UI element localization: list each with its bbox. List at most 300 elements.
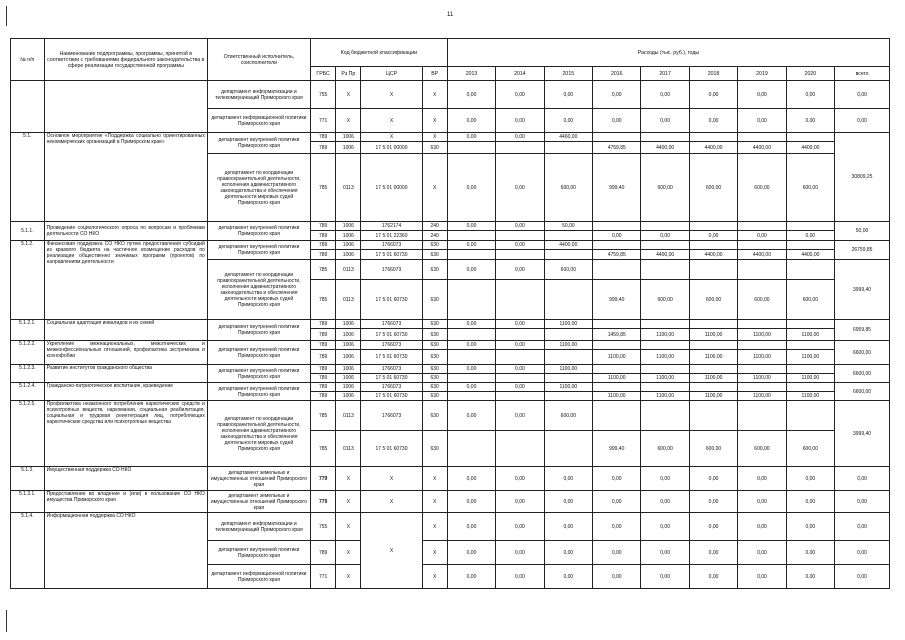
cell	[689, 133, 737, 142]
cell: 0,00	[447, 81, 495, 109]
cell: 0,00	[738, 81, 786, 109]
cell	[544, 329, 592, 341]
executor-cell: департамент внутренней политики Приморского края	[207, 222, 310, 241]
cell: 630	[422, 365, 447, 374]
cell: X	[422, 565, 447, 589]
cell: 630	[422, 329, 447, 341]
cell	[447, 392, 495, 401]
cell: 1100,00	[738, 350, 786, 365]
cell: 1100,00	[786, 392, 834, 401]
cell: 0,00	[544, 81, 592, 109]
cell: 17 5 01 60730	[361, 431, 422, 467]
cell: 789	[310, 222, 335, 231]
cell: 0,00	[593, 109, 641, 133]
cell: 630	[422, 280, 447, 320]
cell: 600,00	[544, 260, 592, 280]
cell: X	[336, 491, 361, 513]
cell: 0,00	[835, 491, 890, 513]
executor-cell: департамент внутренней политики Приморского края	[207, 320, 310, 341]
cell: 789	[310, 250, 335, 260]
cell: 1006	[336, 383, 361, 392]
cell	[786, 320, 834, 329]
cell: 789	[310, 392, 335, 401]
cell: 0,00	[447, 109, 495, 133]
cell: X	[422, 109, 447, 133]
cell: 1100,00	[786, 374, 834, 383]
cell: 1100,00	[641, 392, 689, 401]
row-name: Социальная адаптация инвалидов и их семей	[44, 320, 207, 341]
executor-cell: департамент земельных и имущественных отношений Приморского края	[207, 491, 310, 513]
cell: 0,00	[447, 467, 495, 491]
cell	[786, 241, 834, 250]
cell: 0,00	[593, 491, 641, 513]
cell	[447, 329, 495, 341]
cell: 1006	[336, 350, 361, 365]
cell: 0,00	[689, 231, 737, 241]
cell: 1459,85	[593, 329, 641, 341]
header-expenses: Расходы (тыс. руб.), годы	[447, 39, 889, 67]
cell	[641, 241, 689, 250]
cell: 0,00	[641, 231, 689, 241]
cell: 0,00	[593, 565, 641, 589]
cell	[593, 241, 641, 250]
cell: X	[336, 109, 361, 133]
header-row	[11, 39, 890, 67]
header-year: 2015	[544, 67, 592, 81]
cell: 0,00	[496, 541, 544, 565]
cell: X	[361, 467, 422, 491]
cell	[689, 320, 737, 329]
cell: 1100,00	[689, 392, 737, 401]
cell: 4400,00	[641, 142, 689, 154]
cell: 1100,00	[641, 350, 689, 365]
cell: 789	[310, 241, 335, 250]
cell	[544, 431, 592, 467]
cell: 0,00	[641, 491, 689, 513]
cell: X	[361, 109, 422, 133]
cell: 0,00	[689, 565, 737, 589]
cell: 0,00	[447, 241, 495, 250]
row-number: 5.1.1.	[11, 222, 45, 241]
cell: X	[422, 491, 447, 513]
row-name: Развитие институтов гражданского общества	[44, 365, 207, 383]
cell: 17 5 01 00000	[361, 142, 422, 154]
cell: 1006	[336, 222, 361, 231]
cell: 1766073	[361, 401, 422, 431]
cell: 0,00	[496, 241, 544, 250]
cell: 600,00	[786, 280, 834, 320]
cell: 0,00	[496, 383, 544, 392]
cell: 1766073	[361, 320, 422, 329]
cell: 0,00	[689, 491, 737, 513]
cell: 0,00	[835, 81, 890, 109]
cell: 17 5 01 00000	[361, 154, 422, 222]
cell: 0,00	[447, 154, 495, 222]
cell: X	[422, 154, 447, 222]
cell: X	[336, 467, 361, 491]
cell: 755	[310, 81, 335, 109]
cell: 1100,00	[593, 350, 641, 365]
cell: 0,00	[786, 231, 834, 241]
cell	[593, 260, 641, 280]
cell: 789	[310, 231, 335, 241]
cell: 0,00	[544, 541, 592, 565]
cell: 1100,00	[689, 329, 737, 341]
cell: 0,00	[689, 513, 737, 541]
cell	[447, 374, 495, 383]
cell: 630	[422, 401, 447, 431]
cell: X	[422, 467, 447, 491]
cell: 0,00	[641, 513, 689, 541]
table-row	[11, 222, 890, 231]
cell	[738, 133, 786, 142]
cell: 0,00	[593, 81, 641, 109]
cell: 999,40	[593, 280, 641, 320]
cell	[544, 350, 592, 365]
cell: 630	[422, 260, 447, 280]
header-year: 2020	[786, 67, 834, 81]
cell	[689, 365, 737, 374]
cell: 0,00	[786, 81, 834, 109]
cell: 0,00	[496, 81, 544, 109]
cell: 0,00	[593, 513, 641, 541]
row-number: 5.1.2.5.	[11, 401, 45, 467]
cell	[496, 231, 544, 241]
cell: 1006	[336, 133, 361, 142]
cell: X	[422, 133, 447, 142]
table-row	[11, 383, 890, 392]
cell	[689, 341, 737, 350]
cell	[496, 350, 544, 365]
cell: 0,00	[544, 491, 592, 513]
table-row	[11, 467, 890, 491]
cell: 0,00	[689, 541, 737, 565]
row-name: Финансовая поддержка СО НКО путем предоставления субсидий из краевого бюджета на частичное возмещение расходов по реализации общественно значимых программ (проектов) по направлениям деятельности	[44, 241, 207, 320]
header-year: 2014	[496, 67, 544, 81]
cell	[447, 280, 495, 320]
cell: 0,00	[447, 260, 495, 280]
cell: X	[422, 541, 447, 565]
cell: 0,00	[544, 565, 592, 589]
row-number: 5.1.2.	[11, 241, 45, 320]
cell: 4400,00	[641, 250, 689, 260]
row-number: 5.1.3.	[11, 467, 45, 491]
cell: 600,00	[544, 401, 592, 431]
cell: 4400,00	[786, 250, 834, 260]
row-name: Информационная поддержка СО НКО	[44, 513, 207, 589]
row-name: Имущественная поддержка СО НКО	[44, 467, 207, 491]
cell: 0,00	[447, 222, 495, 231]
cell: 4759,85	[593, 142, 641, 154]
table-row	[11, 401, 890, 431]
cell	[496, 392, 544, 401]
cell: 0,00	[496, 365, 544, 374]
cell	[738, 383, 786, 392]
cell: 0,00	[447, 133, 495, 142]
cell: 1006	[336, 329, 361, 341]
cell: X	[422, 81, 447, 109]
cell: 4400,00	[786, 142, 834, 154]
cell: 1100,00	[689, 374, 737, 383]
cell	[689, 260, 737, 280]
cell	[44, 81, 207, 133]
cell: X	[336, 541, 361, 565]
cell: 1100,00	[544, 341, 592, 350]
cell: 789	[310, 383, 335, 392]
cell: 0,00	[496, 491, 544, 513]
cell: 1100,00	[738, 374, 786, 383]
cell: 1006	[336, 320, 361, 329]
executor-cell: департамент внутренней политики Приморского края	[207, 383, 310, 401]
cell	[738, 320, 786, 329]
cell	[786, 401, 834, 431]
cell: 789	[310, 341, 335, 350]
cell: X	[336, 513, 361, 541]
cell: 1100,00	[544, 365, 592, 374]
cell: X	[361, 81, 422, 109]
cell	[544, 280, 592, 320]
cell: 600,00	[544, 154, 592, 222]
executor-cell: департамент по координации правоохранительной деятельности, исполнения административного законодательства и обеспечения деятельности мировых судей Приморского края	[207, 260, 310, 320]
executor-cell: департамент внутренней политики Приморского края	[207, 241, 310, 260]
cell: 0,00	[835, 109, 890, 133]
cell	[593, 133, 641, 142]
cell	[738, 241, 786, 250]
cell: 630	[422, 320, 447, 329]
cell: 0,00	[689, 467, 737, 491]
cell: 0,00	[496, 401, 544, 431]
cell: 1006	[336, 365, 361, 374]
cell: 1100,00	[593, 392, 641, 401]
header-vr: ВР	[422, 67, 447, 81]
cell	[738, 260, 786, 280]
cell: 0,00	[738, 491, 786, 513]
cell	[738, 341, 786, 350]
cell	[738, 365, 786, 374]
cell: 17 5 01 60730	[361, 350, 422, 365]
cell: X	[336, 81, 361, 109]
cell: 4400,00	[738, 142, 786, 154]
cell: 0,00	[496, 467, 544, 491]
cell: 240	[422, 231, 447, 241]
header-rzpr: Рз Пр	[336, 67, 361, 81]
cell: 1766073	[361, 341, 422, 350]
cell: 1006	[336, 231, 361, 241]
cell: 600,00	[738, 280, 786, 320]
cell: 0,00	[593, 541, 641, 565]
cell: 755	[310, 513, 335, 541]
header-executor: Ответственный исполнитель, соисполнители	[207, 39, 310, 81]
header-year: 2013	[447, 67, 495, 81]
cell: 0,00	[447, 365, 495, 374]
cell	[496, 280, 544, 320]
cell: 1006	[336, 250, 361, 260]
total-cell: 6600,00	[835, 365, 890, 383]
cell: 1100,00	[544, 383, 592, 392]
cell: 0,00	[447, 491, 495, 513]
cell: 630	[422, 392, 447, 401]
row-number: 5.1.4.	[11, 513, 45, 589]
row-name: Профилактика незаконного потребления наркотических средств и психотропных веществ, наркомании, социальная реабилитация, социальная и трудовая реинтеграция лиц, потребляющих наркотические средства или психотропные вещества	[44, 401, 207, 467]
cell: 771	[310, 109, 335, 133]
cell	[786, 341, 834, 350]
row-number: 5.1.2.4.	[11, 383, 45, 401]
cell: 1100,00	[544, 320, 592, 329]
cell: 630	[422, 341, 447, 350]
executor-cell: департамент внутренней политики Приморского края	[207, 365, 310, 383]
cell: 630	[422, 241, 447, 250]
header-budget-code: Код бюджетной классификации	[310, 39, 447, 67]
total-cell: 26759,85	[835, 241, 890, 260]
cell: 1766073	[361, 383, 422, 392]
cell	[593, 401, 641, 431]
cell	[447, 250, 495, 260]
cell: 0,00	[496, 565, 544, 589]
executor-cell: департамент внутренней политики Приморского края	[207, 341, 310, 365]
cell: 630	[422, 383, 447, 392]
cell: 0,00	[738, 541, 786, 565]
header-year: 2019	[738, 67, 786, 81]
cell: 630	[422, 350, 447, 365]
cell: 0,00	[641, 467, 689, 491]
row-number: 5.1.2.2.	[11, 341, 45, 365]
cell: 0,00	[689, 81, 737, 109]
table-row	[11, 241, 890, 250]
cell: 17 5 01 60730	[361, 374, 422, 383]
cell: 630	[422, 142, 447, 154]
cell: 630	[422, 250, 447, 260]
cell: 0,00	[738, 231, 786, 241]
cell: 0113	[336, 260, 361, 280]
total-cell: 6959,85	[835, 320, 890, 341]
cell: 0,00	[593, 231, 641, 241]
cell: 17 5 01 60730	[361, 329, 422, 341]
cell: 600,00	[641, 431, 689, 467]
cell: X	[361, 133, 422, 142]
cell	[641, 320, 689, 329]
total-cell: 30809,25	[835, 133, 890, 222]
table-row	[11, 491, 890, 513]
cell	[689, 241, 737, 250]
cell: 1100,00	[738, 329, 786, 341]
header-year: 2017	[641, 67, 689, 81]
cell: 789	[310, 142, 335, 154]
cell: 4400,00	[544, 241, 592, 250]
cell: 0,00	[544, 109, 592, 133]
cell: 789	[310, 374, 335, 383]
cell	[593, 222, 641, 231]
cell: 4460,00	[544, 133, 592, 142]
cell: 789	[310, 133, 335, 142]
table-row	[11, 513, 890, 541]
cell: 1100,00	[738, 392, 786, 401]
cell: 630	[422, 374, 447, 383]
cell	[447, 231, 495, 241]
total-cell: 50,00	[835, 222, 890, 241]
cell	[593, 365, 641, 374]
cell: 0,00	[447, 565, 495, 589]
cell: 779	[310, 491, 335, 513]
total-cell: 6600,00	[835, 383, 890, 401]
total-cell: 6600,00	[835, 341, 890, 365]
cell	[689, 222, 737, 231]
executor-cell: департамент информатизации и телекоммуникаций Приморского края	[207, 81, 310, 109]
cell: 600,00	[641, 154, 689, 222]
cell	[786, 260, 834, 280]
cell: X	[336, 565, 361, 589]
row-name: Основное мероприятие «Поддержка социально ориентированных некоммерческих организаций в Приморском крае»	[44, 133, 207, 222]
cell: 779	[310, 467, 335, 491]
cell: 600,00	[689, 280, 737, 320]
cell	[496, 374, 544, 383]
cell: 0,00	[496, 222, 544, 231]
cell: 0,00	[786, 467, 834, 491]
cell: 785	[310, 431, 335, 467]
cell: 0,00	[786, 565, 834, 589]
executor-cell: департамент информационной политики Приморского края	[207, 565, 310, 589]
cell	[496, 142, 544, 154]
cell	[641, 260, 689, 280]
header-name: Наименование подпрограммы, программы, принятой в соответствии с требованиями федерального законодательства в сфере реализации государственной программы	[44, 39, 207, 81]
table-row	[11, 365, 890, 374]
cell: 600,00	[738, 154, 786, 222]
table-row	[11, 320, 890, 329]
cell	[641, 365, 689, 374]
header-year: 2018	[689, 67, 737, 81]
cell: 240	[422, 222, 447, 231]
cell: 17 5 01 22360	[361, 231, 422, 241]
cell: 1006	[336, 241, 361, 250]
header-total: всего	[835, 67, 890, 81]
scan-edge-mark	[6, 610, 7, 632]
cell: 0,00	[447, 541, 495, 565]
cell	[786, 365, 834, 374]
cell: 0,00	[447, 401, 495, 431]
table-row	[11, 81, 890, 109]
cell	[544, 231, 592, 241]
table-row	[11, 341, 890, 350]
cell: 0,00	[593, 467, 641, 491]
scan-edge-mark	[6, 6, 7, 26]
row-name: Укрепление межнациональных, межэтнических и межконфессиональных отношений, профилактика экстремизма и ксенофобии	[44, 341, 207, 365]
cell	[641, 401, 689, 431]
cell: 0,00	[738, 467, 786, 491]
cell: 4400,00	[689, 250, 737, 260]
cell: 0,00	[544, 467, 592, 491]
cell: 1006	[336, 392, 361, 401]
cell: 600,00	[689, 431, 737, 467]
cell: 0,00	[496, 320, 544, 329]
cell: 0,00	[496, 109, 544, 133]
cell: 785	[310, 154, 335, 222]
cell: 0,00	[641, 565, 689, 589]
budget-table	[10, 38, 890, 589]
row-number: 5.1.	[11, 133, 45, 222]
cell: X	[422, 513, 447, 541]
cell	[641, 383, 689, 392]
cell: 0,00	[641, 109, 689, 133]
cell: 4400,00	[738, 250, 786, 260]
cell: 600,00	[786, 154, 834, 222]
cell: 0113	[336, 401, 361, 431]
cell	[447, 350, 495, 365]
header-csr: ЦСР	[361, 67, 422, 81]
header-num: № п/п	[11, 39, 45, 81]
cell	[11, 81, 45, 133]
executor-cell: департамент внутренней политики Приморского края	[207, 133, 310, 154]
cell: 1762174	[361, 222, 422, 231]
cell	[496, 250, 544, 260]
